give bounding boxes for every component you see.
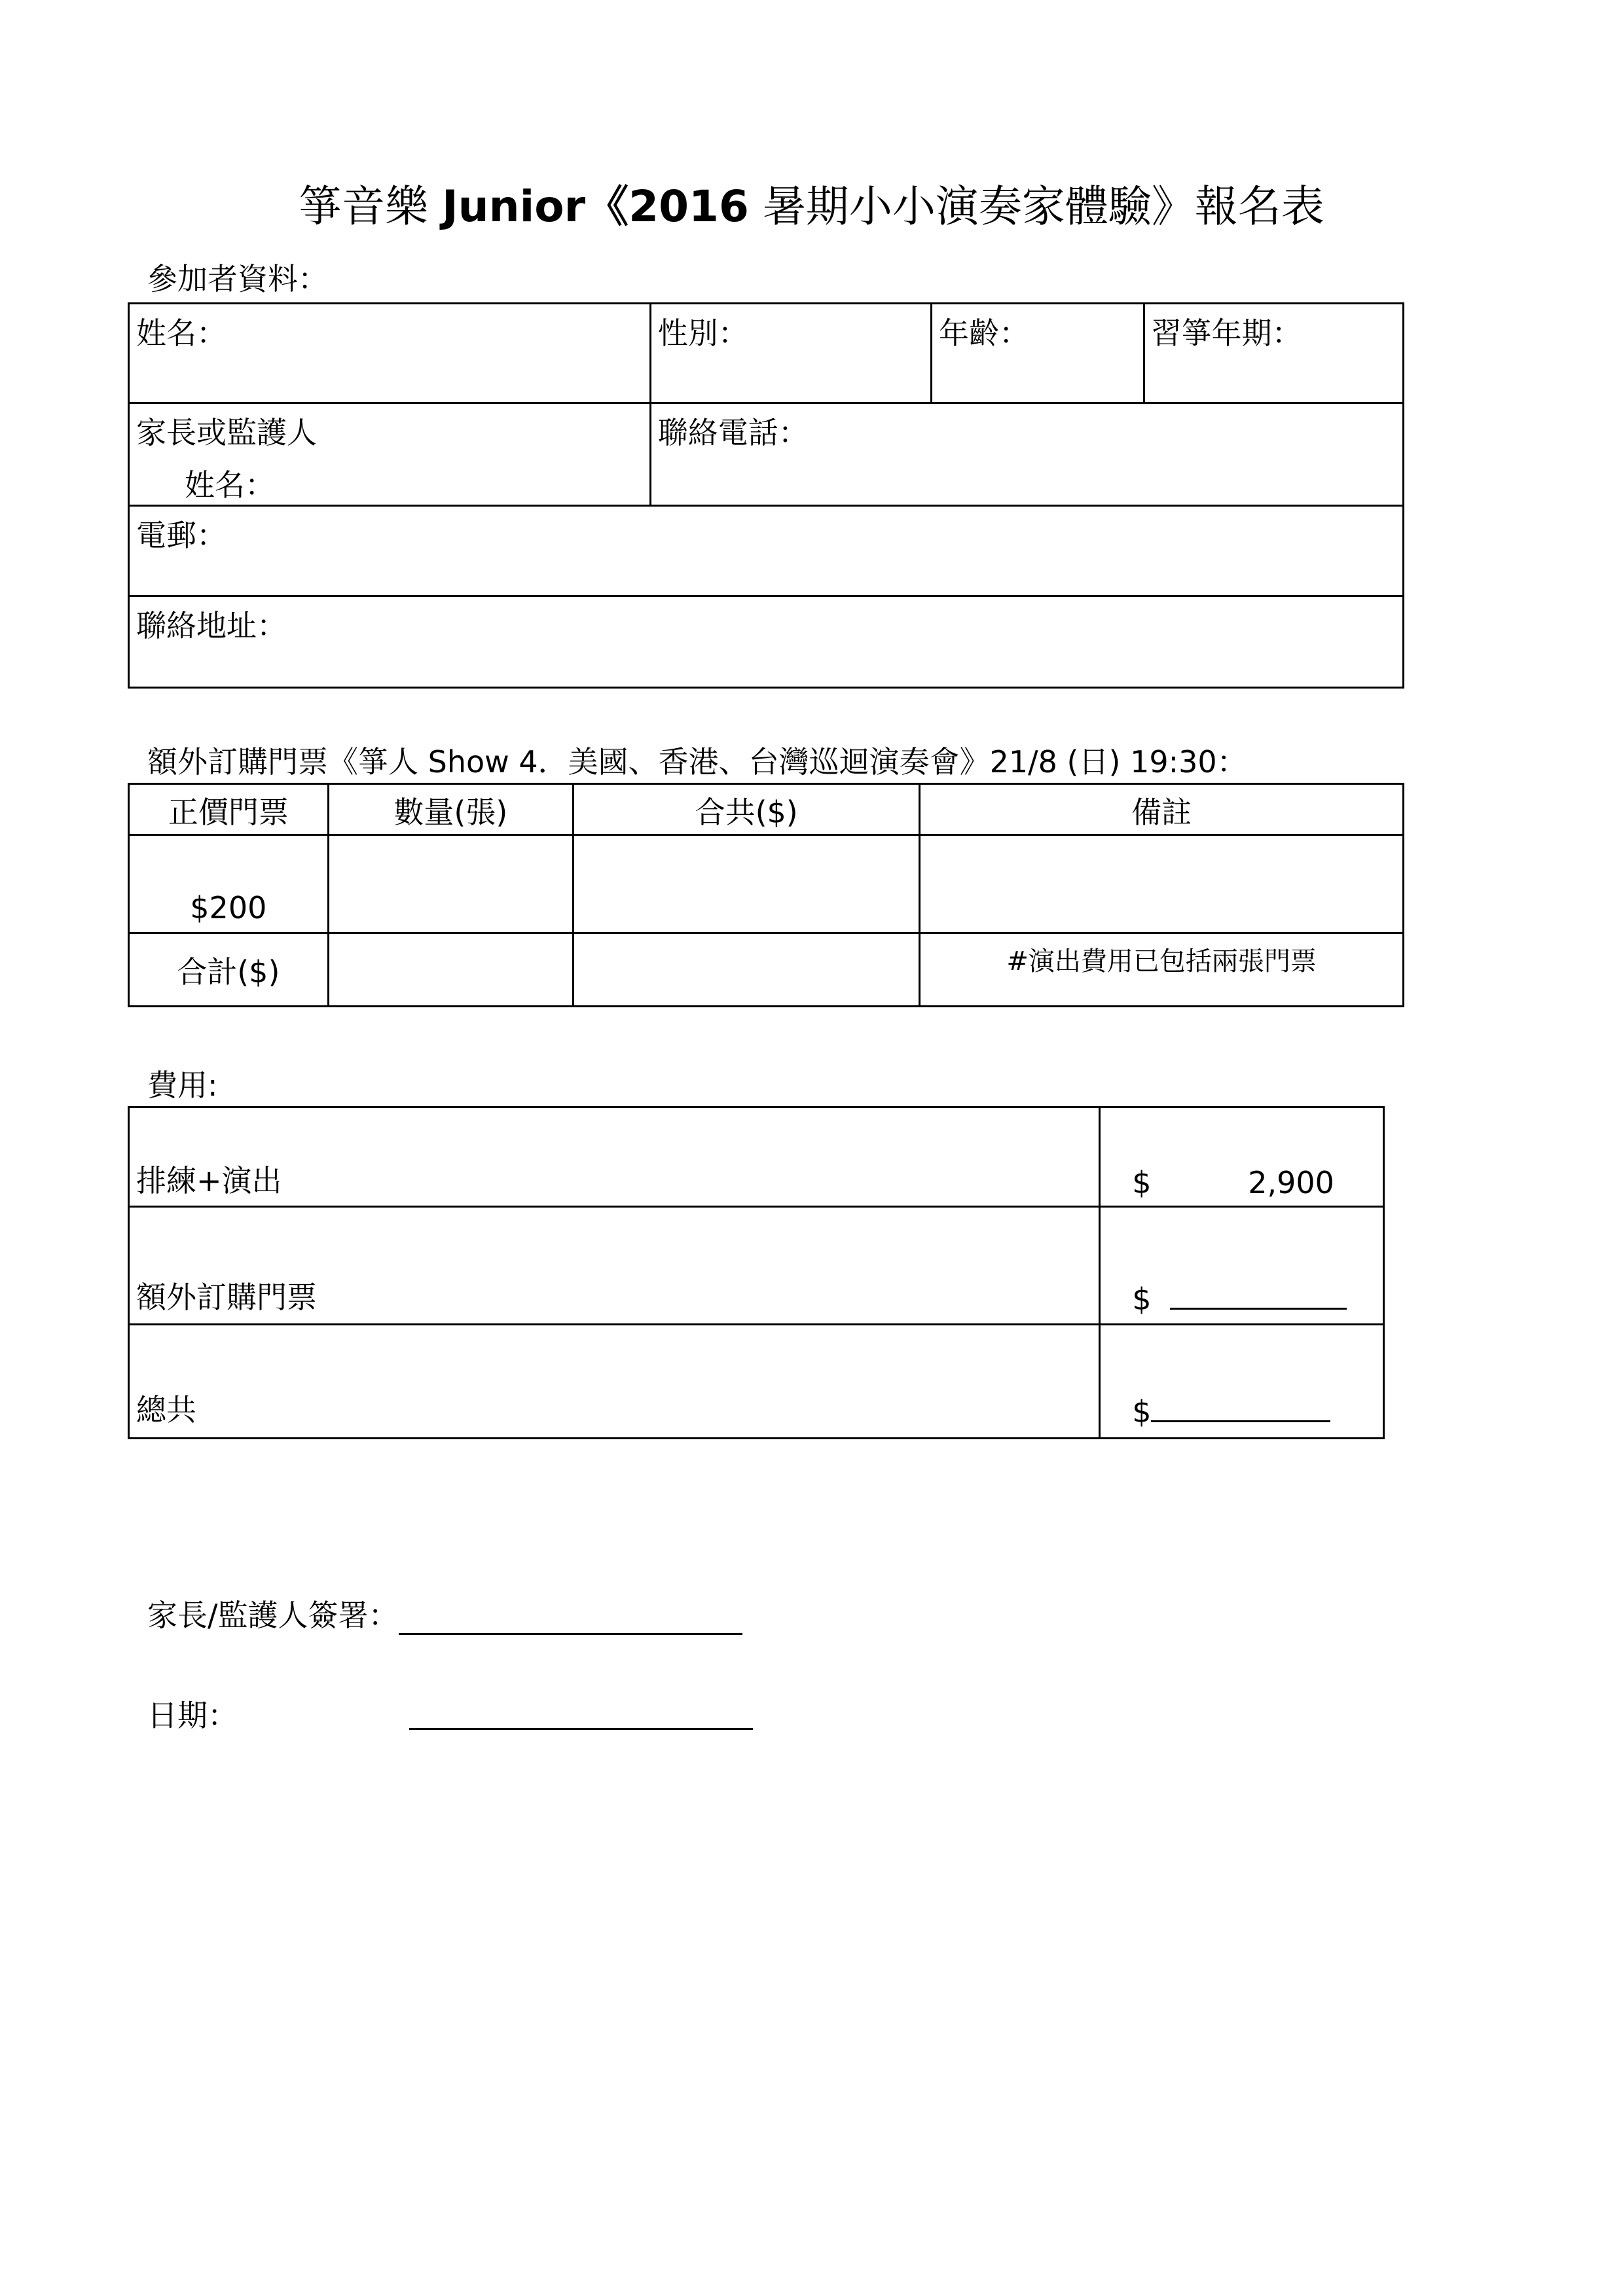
fee-tickets-blank[interactable] (1170, 1308, 1347, 1310)
title-brand: Junior《2016 (442, 181, 749, 232)
fees-section-label: 費用: (147, 1067, 218, 1103)
tickets-section-label: 額外訂購門票《箏人 Show 4．美國、香港、台灣巡迴演奏會》21/8 (日) 19:30： (147, 744, 1247, 780)
tickets-table (128, 783, 1404, 1007)
ticket-header-subtotal: 合共($) (574, 784, 920, 835)
date-label: 日期： (147, 1698, 238, 1733)
phone-cell[interactable] (650, 403, 1403, 506)
years-label: 習箏年期： (1151, 315, 1302, 351)
form-title (0, 171, 1623, 234)
fees-table (128, 1106, 1385, 1439)
fee-row-rehearsal-amount-cell (1100, 1107, 1384, 1207)
email-cell[interactable] (129, 506, 1404, 596)
signature-blank[interactable] (399, 1603, 742, 1635)
fee-row-total-label-cell (129, 1325, 1100, 1439)
ticket-header-price: 正價門票 (129, 784, 329, 835)
guardian-label-line2: 姓名： (185, 467, 275, 503)
ticket-header-qty: 數量(張) (328, 784, 573, 835)
title-prefix: 箏音樂 (299, 181, 443, 232)
ticket-remarks-cell[interactable] (920, 835, 1404, 933)
fee-total-currency: $ (1132, 1394, 1152, 1429)
ticket-price-cell (129, 835, 329, 933)
address-label: 聯絡地址： (136, 608, 287, 643)
email-label: 電郵： (136, 518, 227, 553)
age-cell[interactable] (932, 304, 1144, 403)
date-row (147, 1692, 238, 1735)
fee-rehearsal-amount: 2,900 (1248, 1165, 1334, 1200)
name-cell[interactable] (129, 304, 651, 403)
fee-tickets-label: 額外訂購門票 (136, 1280, 317, 1315)
fee-rehearsal-currency: $ (1132, 1165, 1152, 1200)
years-cell[interactable] (1144, 304, 1403, 403)
gender-label: 性別： (657, 315, 748, 351)
ticket-total-qty-cell[interactable] (328, 933, 573, 1007)
fee-row-tickets-label-cell (129, 1207, 1100, 1325)
guardian-label-line1: 家長或監護人 (136, 415, 317, 450)
signature-row (147, 1592, 742, 1635)
fee-total-blank[interactable] (1151, 1420, 1330, 1422)
fee-row-rehearsal-label-cell (129, 1107, 1100, 1207)
ticket-total-label: 合計($) (177, 954, 280, 990)
fee-rehearsal-label: 排練+演出 (136, 1163, 282, 1198)
date-blank[interactable] (409, 1698, 753, 1730)
ticket-subtotal-cell[interactable] (574, 835, 920, 933)
address-cell[interactable] (129, 596, 1404, 688)
fee-row-total-amount-cell[interactable] (1100, 1325, 1384, 1439)
participant-section-label: 參加者資料： (147, 261, 328, 296)
gender-cell[interactable] (650, 304, 931, 403)
ticket-note-cell (920, 933, 1404, 1007)
ticket-qty-cell[interactable] (328, 835, 573, 933)
title-rest: 暑期小小演奏家體驗》報名表 (748, 181, 1324, 232)
participant-table (128, 302, 1404, 689)
fee-tickets-currency: $ (1132, 1282, 1152, 1317)
phone-label: 聯絡電話： (657, 415, 809, 450)
ticket-total-label-cell (129, 933, 329, 1007)
signature-label: 家長/監護人簽署： (147, 1598, 399, 1633)
ticket-total-amount-cell[interactable] (574, 933, 920, 1007)
ticket-price: $200 (190, 890, 267, 925)
ticket-header-remarks: 備註 (920, 784, 1404, 835)
fee-row-tickets-amount-cell[interactable] (1100, 1207, 1384, 1325)
name-label: 姓名： (136, 315, 227, 351)
ticket-note: #演出費用已包括兩張門票 (1006, 946, 1317, 977)
fee-total-label: 總共 (136, 1392, 196, 1427)
age-label: 年齡： (939, 315, 1030, 351)
guardian-name-cell[interactable] (129, 403, 651, 506)
